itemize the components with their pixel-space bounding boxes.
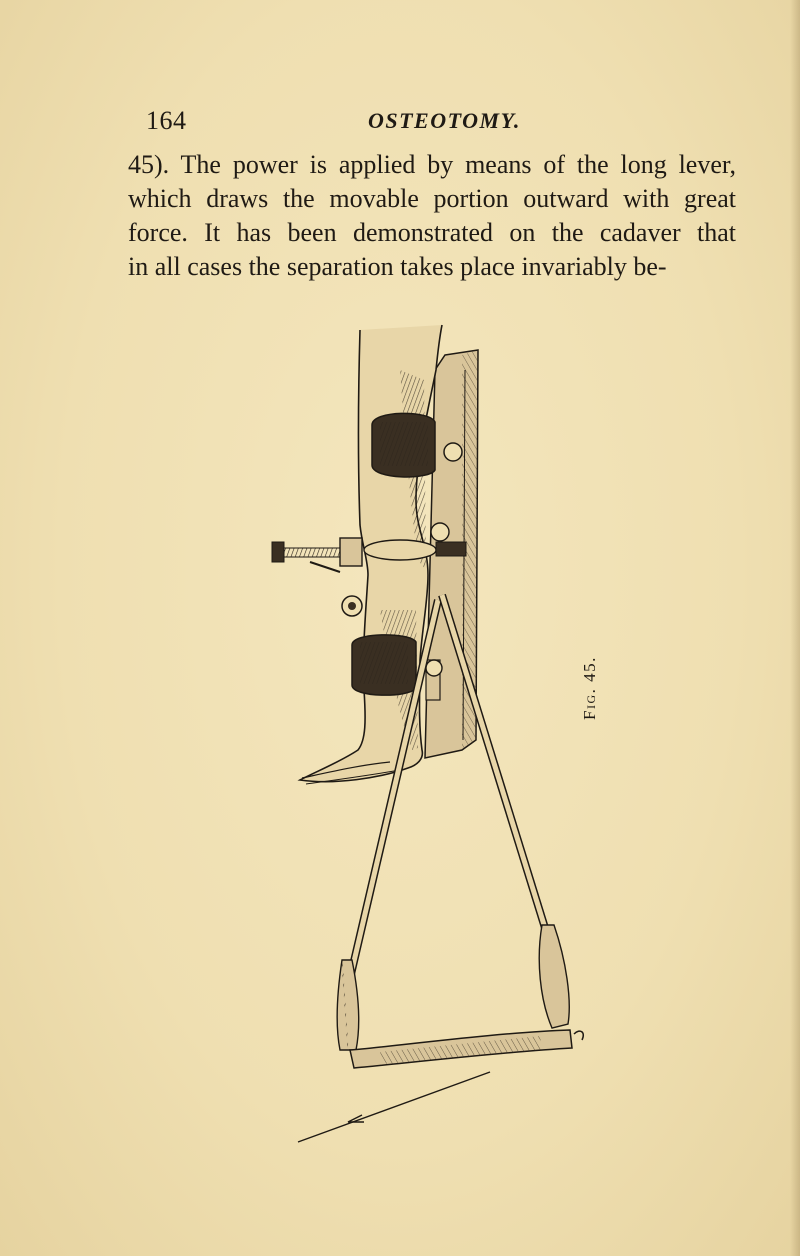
text-line: 45). The power is applied by means of the long lever, <box>128 150 736 179</box>
body-paragraph <box>128 148 736 284</box>
text-line: in all cases the separation takes place invariably be- <box>128 252 667 281</box>
text-line: force. It has been demonstrated on the cadaver that <box>128 218 736 247</box>
page-number: 164 <box>146 106 187 135</box>
running-head <box>146 106 736 136</box>
cross-handle <box>350 1030 583 1068</box>
figure-illustration <box>240 310 640 1170</box>
page-edge-shadow <box>790 0 800 1256</box>
running-title: OSTEOTOMY. <box>368 108 521 133</box>
text-line: which draws the movable portion outward with great <box>128 184 736 213</box>
direction-arrow <box>298 1072 490 1142</box>
figure-caption <box>580 656 600 722</box>
figure-caption-text: Fig. 45. <box>580 656 599 720</box>
